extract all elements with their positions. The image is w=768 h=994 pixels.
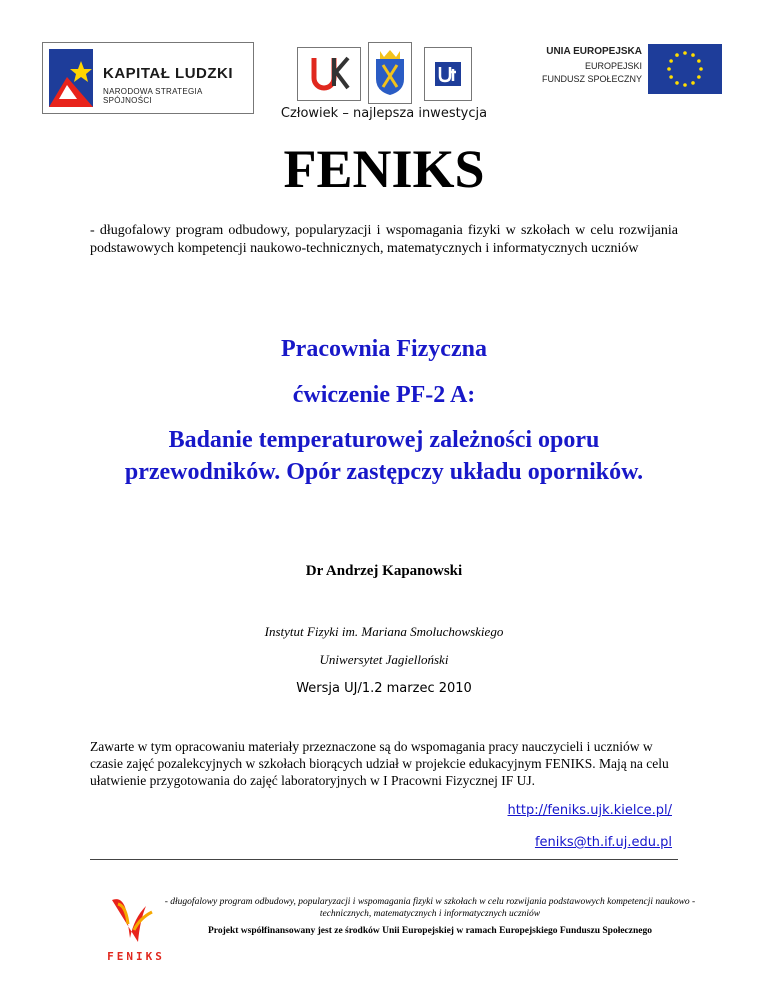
eu-star-icon — [683, 83, 687, 87]
exercise-topic — [0, 424, 768, 488]
partner-logo — [424, 47, 472, 101]
eu-star-icon — [697, 59, 701, 63]
eu-star-icon — [683, 51, 687, 55]
author: Dr Andrzej Kapanowski — [305, 563, 463, 579]
website-link[interactable]: http://feniks.ujk.kielce.pl/ — [507, 803, 672, 818]
kapital-ludzki-logo — [42, 42, 254, 114]
version: Wersja UJ/1.2 marzec 2010 — [296, 681, 472, 696]
email-link[interactable]: feniks@th.if.uj.edu.pl — [534, 835, 672, 850]
lab-name: Pracownia Fizyczna — [281, 336, 487, 362]
eu-star-icon — [699, 67, 703, 71]
footer-funding-note: Projekt współfinansowany jest ze środków Unii Europejskiej w ramach Europejskiego Funduszu Społecznego — [208, 926, 652, 936]
divider — [90, 859, 678, 860]
eu-line3: FUNDUSZ SPOŁECZNY — [541, 74, 642, 84]
exercise-code: ćwiczenie PF-2 A: — [292, 382, 476, 408]
motto: Człowiek – najlepsza inwestycja — [280, 106, 488, 121]
topic-line-2: przewodników. Opór zastępczy układu oporników. — [124, 459, 644, 485]
university: Uniwersytet Jagielloński — [319, 652, 449, 667]
eu-star-icon — [667, 67, 671, 71]
kapital-ludzki-title: KAPITAŁ LUDZKI — [103, 65, 234, 82]
eu-star-icon — [675, 81, 679, 85]
feniks-bird-icon — [104, 890, 164, 950]
kapital-ludzki-emblem-icon — [47, 47, 97, 109]
ujk-logo-icon — [308, 54, 350, 94]
institute: Instytut Fizyki im. Mariana Smoluchowskiego — [264, 624, 504, 639]
page-title: FENIKS — [283, 139, 485, 199]
intro-paragraph: Zawarte w tym opracowaniu materiały przeznaczone są do wspomagania pracy nauczycieli i uczniów w czasie zajęć pozalekcyjnych w szkołach biorących udział w projekcie edukacyjnym FENIKS. Mają na celu ułatwienie przygotowania do zajęć laboratoryjnych w I Pracowni Fizycznej IF UJ. — [90, 739, 669, 788]
eu-flag-icon — [648, 44, 722, 94]
eu-star-icon — [697, 75, 701, 79]
university-crest-logo — [368, 42, 412, 104]
topic-line-1: Badanie temperaturowej zależności oporu — [168, 427, 600, 453]
program-description: - długofalowy program odbudowy, popularyzacji i wspomagania fizyki w szkołach w celu rozwijania podstawowych kompetencji naukowo-technicznych, matematycznych i informatycznych uczniów — [90, 223, 678, 256]
eu-star-icon — [669, 75, 673, 79]
kapital-ludzki-subtitle: NARODOWA STRATEGIA SPÓJNOŚCI — [103, 87, 203, 105]
crest-icon — [374, 49, 406, 97]
eu-line1: UNIA EUROPEJSKA — [546, 46, 642, 57]
eu-star-icon — [675, 53, 679, 57]
eu-star-icon — [691, 81, 695, 85]
ujk-logo — [297, 47, 361, 101]
eu-star-icon — [669, 59, 673, 63]
eu-line2: EUROPEJSKI — [584, 61, 642, 71]
eu-star-icon — [691, 53, 695, 57]
footer-description: - długofalowy program odbudowy, popularyzacji i wspomagania fizyki w szkołach w celu rozwijania podstawowych kompetencji naukowo - technicznych, matematycznych i informatycznych uczniów — [164, 897, 696, 919]
feniks-logo-text: FENIKS — [107, 950, 165, 963]
partner-logo-icon — [435, 62, 461, 86]
